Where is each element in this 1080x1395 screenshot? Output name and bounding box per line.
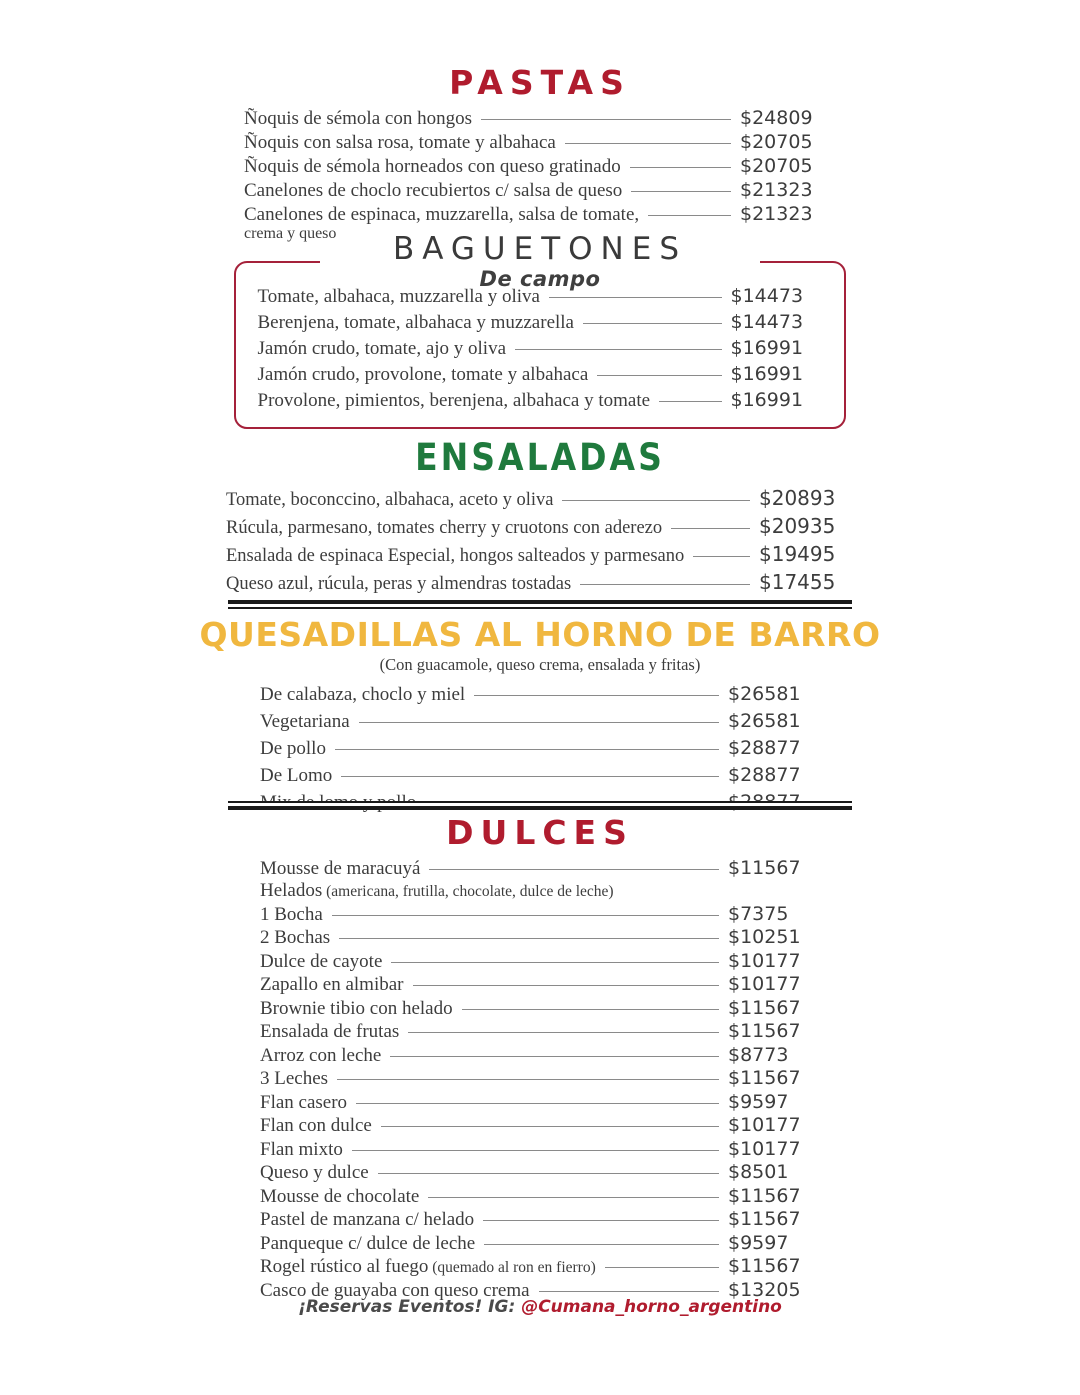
menu-item-row — [260, 1185, 820, 1208]
menu-item-price: $16991 — [730, 389, 804, 411]
menu-item-row — [244, 107, 836, 130]
leader-line — [562, 499, 750, 501]
menu-item — [244, 179, 836, 202]
menu-item — [260, 1044, 820, 1067]
leader-line — [341, 775, 719, 777]
menu-item — [260, 997, 820, 1020]
leader-line — [332, 914, 719, 916]
menu-item-name: Canelones de choclo recubiertos c/ salsa de queso — [244, 179, 623, 201]
baguetones-items — [258, 285, 823, 412]
menu-item-name: Flan casero — [260, 1091, 348, 1113]
menu-item — [260, 1020, 820, 1043]
menu-item-price: $11567 — [728, 1020, 801, 1043]
menu-item — [244, 107, 836, 130]
leader-line — [429, 868, 719, 870]
menu-item — [260, 903, 820, 926]
menu-item-row — [226, 486, 854, 511]
menu-item-price: $11567 — [728, 1208, 801, 1231]
menu-item-price: $14473 — [730, 285, 804, 307]
menu-item-name: Queso azul, rúcula, peras y almendras tostadas — [226, 573, 572, 594]
menu-item-name: Ensalada de frutas — [260, 1021, 400, 1043]
menu-item-name: Ñoquis de sémola con hongos — [244, 107, 472, 129]
menu-item-name: Casco de guayaba con queso crema — [260, 1279, 530, 1301]
leader-line — [597, 374, 721, 376]
leader-line — [390, 1055, 719, 1057]
leader-line — [671, 527, 750, 529]
menu-item-price: $10251 — [728, 926, 801, 949]
leader-line — [583, 322, 722, 324]
menu-item-row — [244, 179, 836, 202]
menu-item-row — [260, 1161, 820, 1184]
menu-item-row — [260, 1044, 820, 1067]
menu-item — [258, 363, 823, 386]
menu-item-row — [258, 389, 823, 412]
menu-item — [258, 311, 823, 334]
leader-line — [565, 142, 731, 144]
menu-item-row — [260, 1208, 820, 1231]
menu-item-price: $16991 — [730, 337, 804, 359]
menu-item-row — [244, 155, 836, 178]
menu-item-row — [260, 1255, 820, 1278]
menu-item-price: $11567 — [728, 1067, 801, 1090]
menu-item-row — [260, 737, 820, 760]
section-title-pastas: PASTAS — [449, 63, 631, 102]
leader-line — [483, 1219, 719, 1221]
menu-item-price: $20705 — [740, 154, 813, 177]
menu-item-name: Flan con dulce — [260, 1115, 372, 1137]
menu-item-name: Rúcula, parmesano, tomates cherry y cruotons con aderezo — [226, 517, 663, 538]
menu-item-row — [244, 131, 836, 154]
menu-item — [260, 950, 820, 973]
menu-item-price: $8501 — [728, 1161, 789, 1184]
menu-item-row — [260, 1114, 820, 1137]
menu-item — [226, 514, 854, 539]
dulces-item-list — [260, 857, 820, 1302]
menu-item-price: $19495 — [759, 541, 836, 566]
menu-item-row — [260, 1138, 820, 1161]
quesadillas-items — [260, 683, 820, 814]
menu-item — [244, 155, 836, 178]
menu-item — [260, 683, 820, 706]
menu-item-name: Dulce de cayote — [260, 950, 383, 972]
menu-item-row — [260, 764, 820, 787]
leader-line — [659, 400, 721, 402]
instagram-handle[interactable]: @Cumana_horno_argentino — [521, 1297, 782, 1317]
menu-item-name: De Lomo — [260, 764, 333, 786]
menu-item-row — [260, 1232, 820, 1255]
menu-item-price: $10177 — [728, 1114, 801, 1137]
menu-item-name: Ñoquis de sémola horneados con queso gratinado — [244, 155, 621, 177]
menu-item-row — [260, 1020, 820, 1043]
menu-item-name: Ñoquis con salsa rosa, tomate y albahaca — [244, 131, 556, 153]
leader-line — [462, 1008, 719, 1010]
menu-item — [244, 131, 836, 154]
ensaladas-item-list — [226, 486, 854, 595]
menu-item-price: $16991 — [730, 363, 804, 385]
menu-item-note: (americana, frutilla, chocolate, dulce de leche) — [322, 883, 614, 901]
menu-item-row — [260, 903, 820, 926]
menu-item-price: $20935 — [759, 513, 836, 538]
menu-item-row — [258, 337, 823, 360]
menu-item-price: $10177 — [728, 949, 801, 972]
quesadillas-item-list — [260, 683, 820, 814]
menu-item-name: Helados (americana, frutilla, chocolate, dulce de leche) — [260, 880, 614, 902]
menu-item-price: $7375 — [728, 902, 789, 925]
menu-item — [260, 880, 820, 902]
menu-item — [226, 570, 854, 595]
menu-item-price: $11567 — [728, 1184, 801, 1207]
menu-item-name: Pastel de manzana c/ helado — [260, 1209, 475, 1231]
leader-line — [337, 1078, 719, 1080]
menu-item-price: $11567 — [728, 996, 801, 1019]
menu-item-price: $21323 — [740, 202, 813, 225]
section-ensaladas — [0, 435, 1080, 598]
divider-above-dulces — [228, 801, 852, 810]
menu-item-row — [226, 514, 854, 539]
leader-line — [378, 1172, 719, 1174]
menu-item-name: Rogel rústico al fuego (quemado al ron en fierro) — [260, 1256, 596, 1278]
menu-item-row — [226, 542, 854, 567]
section-title-quesadillas: QUESADILLAS AL HORNO DE BARRO — [199, 615, 881, 654]
section-quesadillas — [0, 615, 1080, 818]
menu-item-row — [260, 926, 820, 949]
leader-line — [539, 1290, 719, 1292]
menu-item — [260, 973, 820, 996]
leader-line — [648, 214, 731, 216]
menu-item — [226, 486, 854, 511]
leader-line — [352, 1149, 719, 1151]
menu-item-name: Mousse de maracuyá — [260, 857, 421, 879]
section-title-dulces: DULCES — [446, 813, 634, 852]
menu-item-name: De calabaza, choclo y miel — [260, 683, 466, 705]
menu-item-price: $11567 — [728, 1255, 801, 1278]
menu-item-row — [260, 710, 820, 733]
menu-item — [260, 1138, 820, 1161]
menu-item-name: Panqueque c/ dulce de leche — [260, 1232, 476, 1254]
leader-line — [515, 348, 721, 350]
menu-item-row — [258, 311, 823, 334]
leader-line — [605, 1266, 719, 1268]
leader-line — [484, 1243, 719, 1245]
section-title-baguetones: BAGUETONES — [392, 231, 688, 267]
leader-line — [693, 555, 750, 557]
menu-item-name: Vegetariana — [260, 710, 350, 732]
menu-item-row — [260, 880, 820, 902]
menu-item-price: $10177 — [728, 973, 801, 996]
menu-item-row — [260, 973, 820, 996]
menu-item-name: Flan mixto — [260, 1138, 343, 1160]
menu-item-name: 3 Leches — [260, 1068, 329, 1090]
menu-item — [260, 1091, 820, 1114]
menu-item — [260, 1067, 820, 1090]
menu-item-name: Berenjena, tomate, albahaca y muzzarella — [257, 312, 574, 333]
section-subtitle-baguetones: De campo — [479, 266, 601, 291]
menu-item-row — [244, 203, 836, 226]
leader-line — [391, 961, 719, 963]
menu-item-row — [260, 683, 820, 706]
menu-item-row — [260, 997, 820, 1020]
menu-item-price: $28877 — [728, 736, 801, 759]
menu-item-price: $8773 — [728, 1043, 789, 1066]
menu-item — [260, 926, 820, 949]
menu-item — [260, 764, 820, 787]
menu-item-price: $9597 — [728, 1090, 789, 1113]
leader-line — [413, 984, 720, 986]
section-title-ensaladas: ENSALADAS — [415, 435, 665, 480]
leader-line — [474, 694, 719, 696]
menu-item-name: De pollo — [260, 737, 326, 759]
leader-line — [381, 1125, 719, 1127]
menu-item-name: 1 Bocha — [260, 903, 323, 925]
menu-item-price: $26581 — [728, 682, 801, 705]
menu-item-price: $14473 — [730, 311, 804, 333]
leader-line — [335, 748, 719, 750]
menu-item-name: Arroz con leche — [260, 1044, 382, 1066]
menu-item-name: Tomate, albahaca, muzzarella y oliva — [257, 286, 540, 307]
menu-item — [258, 389, 823, 412]
section-pastas — [0, 63, 1080, 243]
leader-line — [481, 118, 731, 120]
leader-line — [339, 937, 719, 939]
menu-item — [226, 542, 854, 567]
menu-item-row — [260, 857, 820, 880]
menu-item-name-continuation: crema y queso — [244, 224, 337, 242]
pastas-items — [244, 107, 836, 243]
baguetones-item-list — [258, 285, 823, 412]
menu-item-name: Jamón crudo, tomate, ajo y oliva — [257, 338, 507, 359]
section-subtitle-quesadillas: (Con guacamole, queso crema, ensalada y fritas) — [379, 654, 701, 674]
footer-reservations — [0, 1297, 1080, 1317]
menu-item-name: Queso y dulce — [260, 1162, 369, 1184]
menu-item-price: $28877 — [728, 763, 801, 786]
menu-item-price: $13205 — [728, 1278, 801, 1301]
menu-item-row — [258, 363, 823, 386]
menu-item — [258, 337, 823, 360]
menu-item-name: Zapallo en almibar — [260, 974, 404, 996]
leader-line — [359, 721, 719, 723]
menu-item — [260, 857, 820, 880]
menu-item — [260, 1185, 820, 1208]
leader-line — [631, 190, 731, 192]
menu-item-name: Brownie tibio con helado — [260, 997, 453, 1019]
leader-line — [356, 1102, 719, 1104]
divider-above-quesadillas — [228, 600, 852, 609]
divider-thick-rule — [228, 806, 852, 810]
leader-line — [549, 296, 722, 298]
dulces-items — [260, 857, 820, 1302]
menu-item-price: $9597 — [728, 1231, 789, 1254]
menu-item-price: $24809 — [740, 106, 813, 129]
menu-item-name: Jamón crudo, provolone, tomate y albahaca — [257, 364, 589, 385]
menu-item-name: Canelones de espinaca, muzzarella, salsa de tomate, — [244, 203, 640, 225]
menu-item — [260, 1161, 820, 1184]
leader-line — [580, 583, 750, 585]
footer-text: ¡Reservas Eventos! IG: — [298, 1297, 516, 1317]
menu-item — [260, 1208, 820, 1231]
menu-item-price: $20893 — [759, 485, 836, 510]
menu-item-price: $26581 — [728, 709, 801, 732]
menu-item-row — [260, 950, 820, 973]
menu-item-name: Mousse de chocolate — [260, 1185, 420, 1207]
menu-item-price: $17455 — [759, 569, 836, 594]
menu-item-price: $20705 — [740, 130, 813, 153]
menu-item-name: Ensalada de espinaca Especial, hongos salteados y parmesano — [226, 545, 685, 566]
menu-item-price: $11567 — [728, 856, 801, 879]
menu-item-row — [260, 1091, 820, 1114]
menu-item — [260, 1114, 820, 1137]
leader-line — [408, 1031, 719, 1033]
menu-item-price: $10177 — [728, 1137, 801, 1160]
menu-item-name: Provolone, pimientos, berenjena, albahaca y tomate — [257, 390, 651, 411]
divider-thin-rule — [228, 607, 852, 609]
menu-item — [260, 737, 820, 760]
ensaladas-items — [226, 486, 854, 595]
menu-item — [260, 1255, 820, 1278]
menu-item-note: (quemado al ron en fierro) — [428, 1259, 596, 1277]
menu-item-name: Tomate, boconccino, albahaca, aceto y oliva — [226, 489, 554, 510]
menu-item — [260, 710, 820, 733]
section-dulces — [0, 813, 1080, 1302]
baguetones-heading-group — [234, 233, 846, 291]
menu-item-price: $21323 — [740, 178, 813, 201]
leader-line — [428, 1196, 719, 1198]
menu-item-row — [226, 570, 854, 595]
menu-item-row — [260, 1067, 820, 1090]
pastas-item-list — [244, 107, 836, 243]
leader-line — [630, 166, 731, 168]
menu-item-name: 2 Bochas — [260, 927, 331, 949]
menu-item — [260, 1232, 820, 1255]
